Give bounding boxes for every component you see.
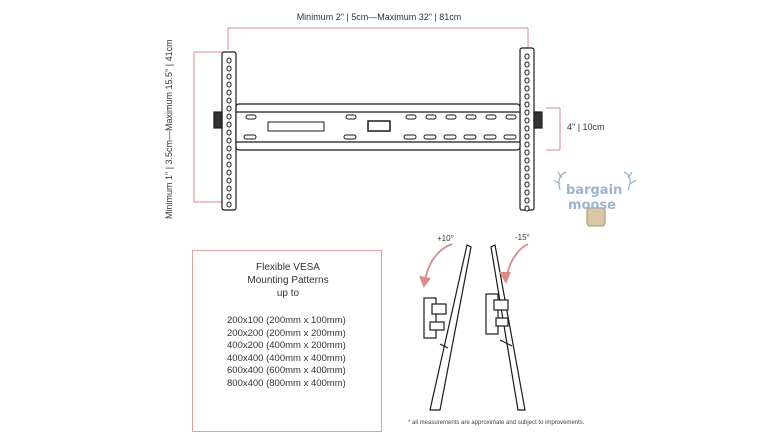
width-range-label: Minimum 2" | 5cm—Maximum 32" | 81cm: [296, 12, 462, 22]
depth-dimension-line: [546, 108, 560, 150]
tilt-down-arrow: [500, 244, 528, 282]
vesa-pattern-item: 400x200 (400mm x 200mm): [227, 340, 346, 352]
arm-hole: [525, 134, 529, 139]
arm-hole: [227, 82, 231, 87]
arm-hole: [227, 74, 231, 79]
arm-hole: [227, 66, 231, 71]
vesa-pattern-item: 200x100 (200mm x 100mm): [227, 315, 346, 326]
vesa-pattern-item: 200x200 (200mm x 200mm): [227, 327, 346, 339]
vesa-pattern-item: 600x400 (600mm x 400mm): [227, 365, 346, 377]
vesa-patterns-box: [192, 250, 382, 432]
vesa-pattern-item: 800x400 (800mm x 400mm): [227, 377, 346, 389]
arm-hole: [227, 106, 231, 111]
arm-hole: [525, 206, 529, 211]
watermark-line1: bargain: [566, 183, 623, 198]
vesa-title: [193, 261, 383, 300]
vesa-title-line: up to: [276, 288, 300, 299]
arm-hole: [227, 138, 231, 143]
arm-hole: [525, 142, 529, 147]
arm-hole: [227, 154, 231, 159]
arm-hole: [525, 78, 529, 83]
arm-hole: [525, 150, 529, 155]
arm-hole: [525, 62, 529, 67]
arm-hole: [525, 126, 529, 131]
arm-hole: [227, 170, 231, 175]
arm-hole: [227, 146, 231, 151]
arm-hole: [525, 166, 529, 171]
arm-hole: [227, 98, 231, 103]
tilt-up-side-view: [424, 245, 471, 410]
tilt-down-side-view: [486, 245, 525, 410]
arm-hole: [525, 70, 529, 75]
vesa-title-line: Flexible VESA: [256, 262, 320, 273]
arm-hole: [227, 186, 231, 191]
depth-label: 4" | 10cm: [567, 122, 605, 132]
footnote: * all measurements are approximate and subject to improvements.: [408, 420, 585, 426]
arm-hole: [227, 194, 231, 199]
arm-hole: [227, 114, 231, 119]
width-dimension-line: [228, 28, 528, 50]
tilt-up-label: +10°: [437, 234, 454, 243]
arm-hole: [525, 102, 529, 107]
arm-hole: [227, 178, 231, 183]
tilt-up-arrow: [420, 244, 452, 286]
arm-hole: [227, 202, 231, 207]
arm-hole: [525, 94, 529, 99]
arm-hole: [525, 174, 529, 179]
height-range-label: Minimum 1" | 3.5cm—Maximum 15.5" | 41cm: [164, 39, 174, 219]
arm-hole: [227, 122, 231, 127]
arm-hole: [525, 182, 529, 187]
arm-hole: [525, 158, 529, 163]
arm-hole: [227, 58, 231, 63]
arm-hole: [227, 90, 231, 95]
vesa-pattern-list: [227, 315, 346, 391]
arm-hole: [525, 86, 529, 91]
arm-hole: [525, 198, 529, 203]
watermark-line2: moose: [568, 198, 616, 213]
arm-hole: [525, 110, 529, 115]
arm-hole: [525, 118, 529, 123]
arm-hole: [525, 190, 529, 195]
arm-hole: [525, 54, 529, 59]
wall-bracket-front-view: [214, 48, 542, 210]
arm-hole: [227, 130, 231, 135]
arm-hole: [227, 162, 231, 167]
vesa-title-line: Mounting Patterns: [247, 275, 329, 286]
vesa-pattern-item: 400x400 (400mm x 400mm): [227, 352, 346, 364]
tilt-down-label: -15°: [515, 233, 530, 242]
